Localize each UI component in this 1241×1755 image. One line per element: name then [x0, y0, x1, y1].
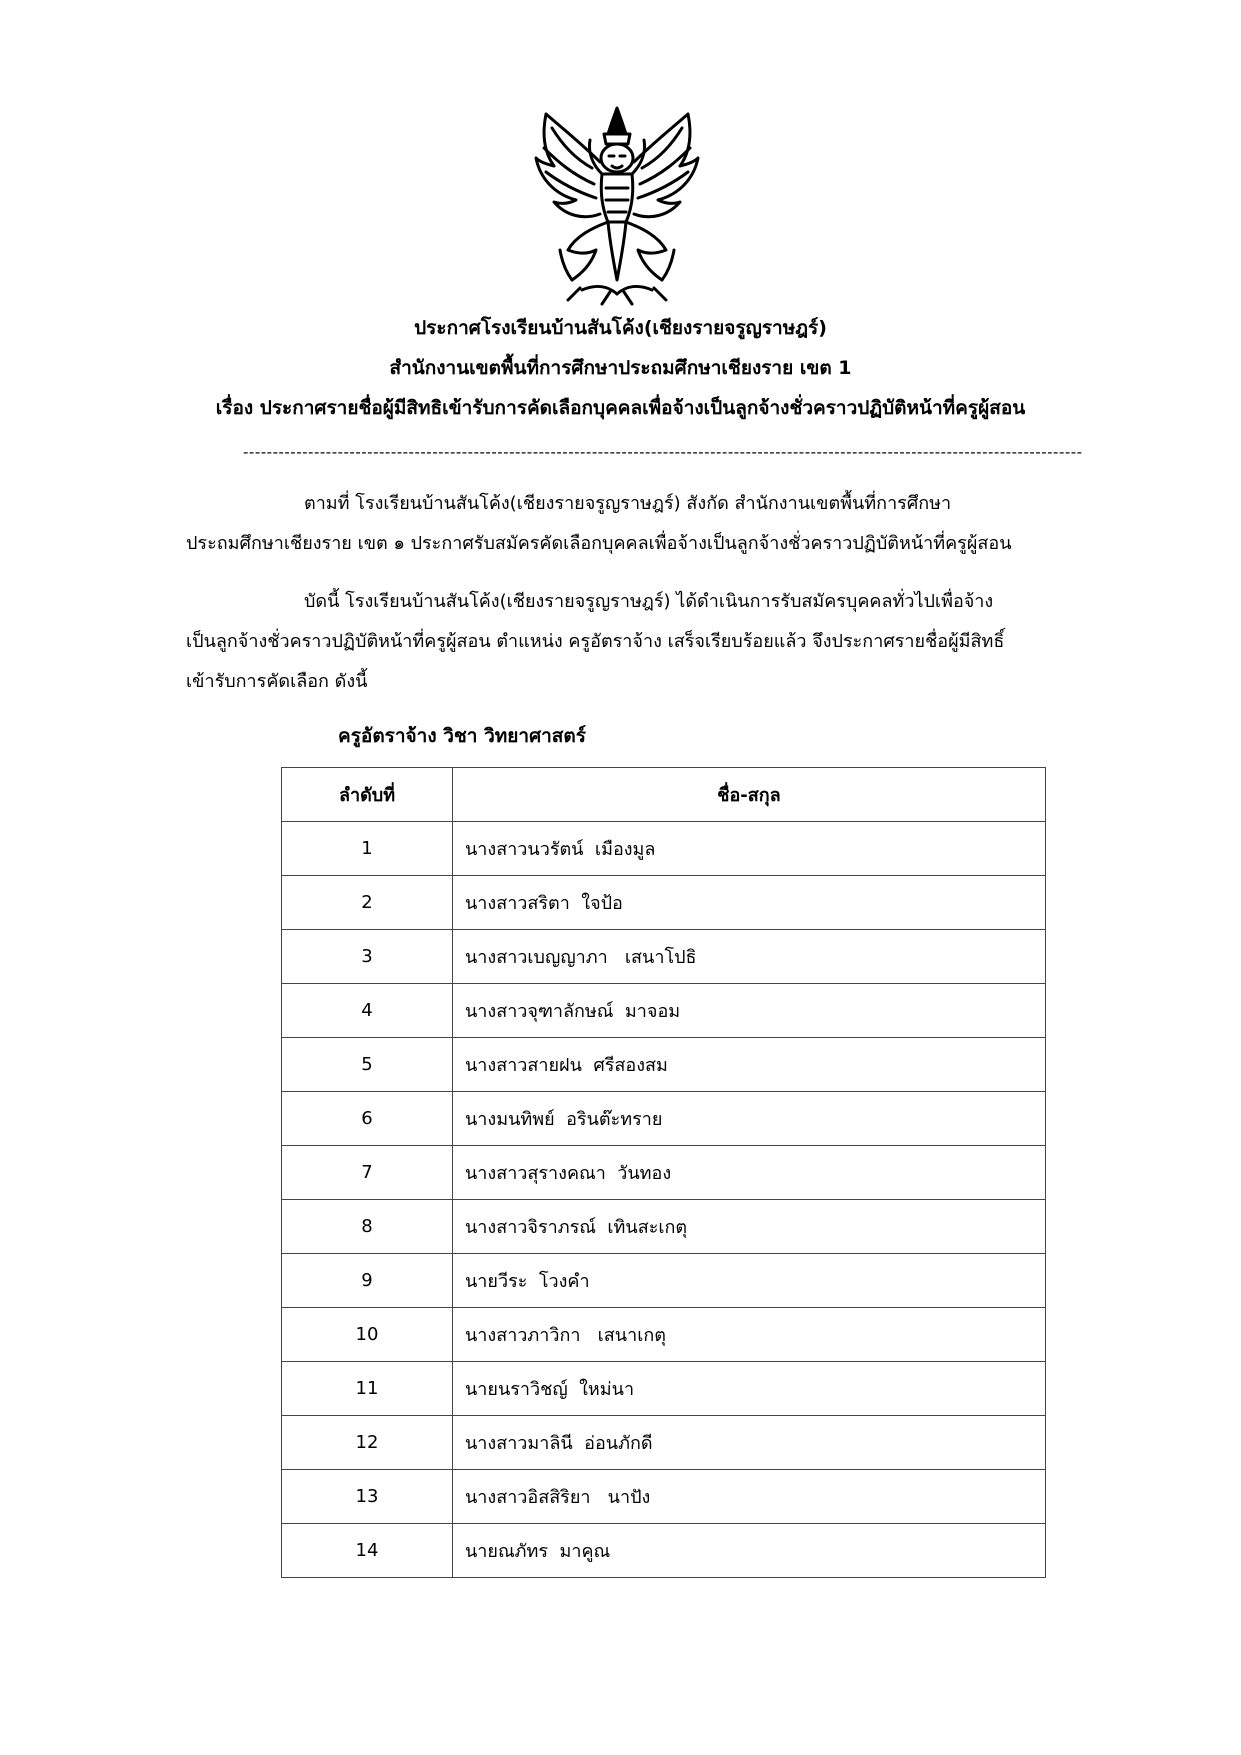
table-row [282, 822, 1046, 876]
announcement-title: ประกาศโรงเรียนบ้านสันโค้ง(เชียงรายจรูญราษฎร์) [414, 317, 827, 339]
table-row [282, 876, 1046, 930]
candidate-table [281, 767, 1046, 1578]
row-name: นางสาวนวรัตน์ เมืองมูล [453, 822, 1046, 876]
row-name: นางสาวภาวิกา เสนาเกตุ [453, 1308, 1046, 1362]
row-name: นางมนทิพย์ อรินต๊ะทราย [453, 1092, 1046, 1146]
row-name: นางสาวมาลินี อ่อนภักดี [453, 1416, 1046, 1470]
row-name: นางสาวสริตา ใจป้อ [453, 876, 1046, 930]
row-name: นายวีระ โวงคำ [453, 1254, 1046, 1308]
table-header-row [282, 768, 1046, 822]
column-header-name: ชื่อ-สกุล [453, 768, 1046, 822]
section-title: ครูอัตราจ้าง วิชา วิทยาศาสตร์ [338, 725, 586, 747]
row-name: นายณภัทร มาคูณ [453, 1524, 1046, 1578]
row-number: 2 [282, 876, 453, 930]
table-row [282, 930, 1046, 984]
row-number: 1 [282, 822, 453, 876]
row-number: 4 [282, 984, 453, 1038]
table-row [282, 1470, 1046, 1524]
row-name: นางสาวเบญญาภา เสนาโปธิ [453, 930, 1046, 984]
row-number: 9 [282, 1254, 453, 1308]
row-number: 11 [282, 1362, 453, 1416]
paragraph-1-line-1: ตามที่ โรงเรียนบ้านสันโค้ง(เชียงรายจรูญราษฎร์) สังกัด สำนักงานเขตพื้นที่การศึกษา [304, 493, 952, 514]
table-row [282, 1524, 1046, 1578]
paragraph-2-line-2: เป็นลูกจ้างชั่วคราวปฏิบัติหน้าที่ครูผู้สอน ตำแหน่ง ครูอัตราจ้าง เสร็จเรียบร้อยแล้ว จึงประกาศรายชื่อผู้มีสิทธิ์ [186, 631, 1005, 652]
table-row [282, 984, 1046, 1038]
row-number: 3 [282, 930, 453, 984]
table-row [282, 1362, 1046, 1416]
divider-line: ---------------------------------------------------------------------------------------------------------------------------------------------- [243, 443, 1083, 461]
table-row [282, 1254, 1046, 1308]
paragraph-1-line-2: ประถมศึกษาเชียงราย เขต ๑ ประกาศรับสมัครคัดเลือกบุคคลเพื่อจ้างเป็นลูกจ้างชั่วคราวปฏิบัติหน้าที่ครูผู้สอน [186, 533, 1012, 554]
table-row [282, 1146, 1046, 1200]
row-number: 8 [282, 1200, 453, 1254]
table-row [282, 1038, 1046, 1092]
table-row [282, 1416, 1046, 1470]
office-name: สำนักงานเขตพื้นที่การศึกษาประถมศึกษาเชียงราย เขต 1 [389, 357, 852, 379]
row-number: 5 [282, 1038, 453, 1092]
paragraph-2 [186, 582, 1144, 702]
row-number: 12 [282, 1416, 453, 1470]
row-number: 7 [282, 1146, 453, 1200]
row-name: นายนราวิชญ์ ใหม่นา [453, 1362, 1046, 1416]
row-number: 13 [282, 1470, 453, 1524]
row-name: นางสาวจุฑาลักษณ์ มาจอม [453, 984, 1046, 1038]
paragraph-1 [186, 484, 1144, 564]
row-number: 6 [282, 1092, 453, 1146]
garuda-emblem-icon [532, 104, 702, 308]
row-name: นางสาวจิราภรณ์ เทินสะเกตุ [453, 1200, 1046, 1254]
row-name: นางสาวสุรางคณา วันทอง [453, 1146, 1046, 1200]
table-row [282, 1092, 1046, 1146]
row-number: 10 [282, 1308, 453, 1362]
row-name: นางสาวอิสสิริยา นาปัง [453, 1470, 1046, 1524]
paragraph-2-line-1: บัดนี้ โรงเรียนบ้านสันโค้ง(เชียงรายจรูญราษฎร์) ได้ดำเนินการรับสมัครบุคคลทั่วไปเพื่อจ้าง [304, 591, 994, 612]
table-row [282, 1308, 1046, 1362]
column-header-order: ลำดับที่ [282, 768, 453, 822]
subject-line: เรื่อง ประกาศรายชื่อผู้มีสิทธิเข้ารับการคัดเลือกบุคคลเพื่อจ้างเป็นลูกจ้างชั่วคราวปฏิบัติหน้าที่ครูผู้สอน [215, 397, 1026, 419]
paragraph-2-line-3: เข้ารับการคัดเลือก ดังนี้ [186, 671, 368, 692]
row-number: 14 [282, 1524, 453, 1578]
row-name: นางสาวสายฝน ศรีสองสม [453, 1038, 1046, 1092]
table-row [282, 1200, 1046, 1254]
